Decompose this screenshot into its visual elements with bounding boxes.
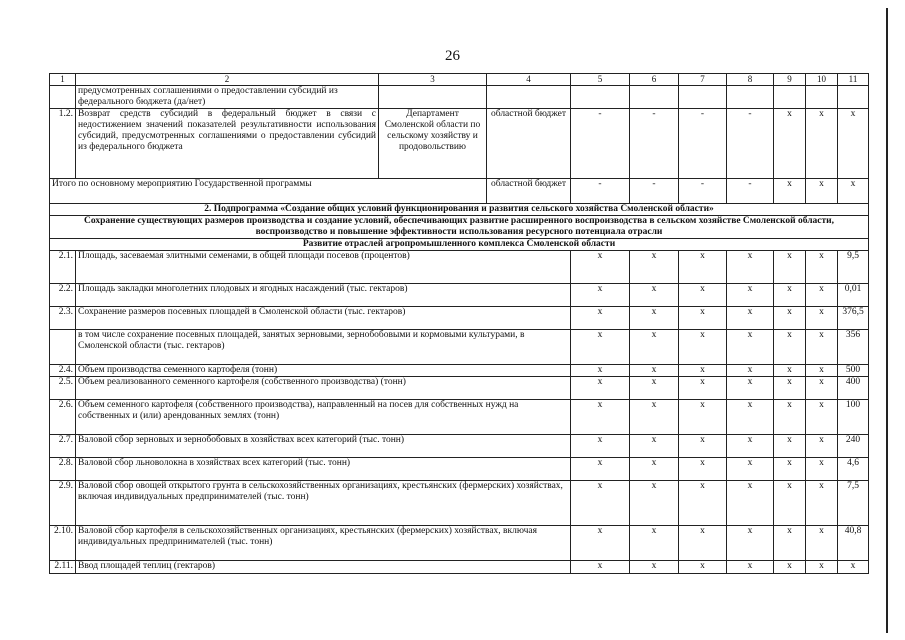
row-value: x xyxy=(630,330,679,365)
row-value: x xyxy=(571,377,630,400)
row-value: x xyxy=(774,435,806,458)
row-value: x xyxy=(774,365,806,377)
row-value: x xyxy=(806,377,838,400)
row-text: Валовой сбор картофеля в сельскохозяйственных организациях, крестьянских (фермерских) хозяйствах, включая индивидуальных предпринимателей (тыс. тонн) xyxy=(76,526,571,561)
row-value: 240 xyxy=(838,435,869,458)
page-edge-line xyxy=(886,8,888,633)
row-value: x xyxy=(679,377,727,400)
subprogram-title: 2. Подпрограмма «Создание общих условий функционирования и развития сельского хозяйства Смоленской области» xyxy=(50,204,869,216)
row-value: x xyxy=(774,109,806,179)
header-col-5: 5 xyxy=(571,74,630,86)
row-value: x xyxy=(727,307,774,330)
header-col-3: 3 xyxy=(379,74,487,86)
row-number: 2.8. xyxy=(50,458,76,481)
row-value: x xyxy=(727,435,774,458)
row-value: x xyxy=(838,561,869,574)
row-value: x xyxy=(774,561,806,574)
row-number xyxy=(50,330,76,365)
row-value: - xyxy=(571,109,630,179)
header-col-7: 7 xyxy=(679,74,727,86)
indicator-rows xyxy=(50,251,869,574)
table-row-1-2 xyxy=(50,109,869,179)
row-text: Площадь, засеваемая элитными семенами, в общей площади посевов (процентов) xyxy=(76,251,571,284)
row-value: x xyxy=(679,251,727,284)
row-value: x xyxy=(727,400,774,435)
row-value: 400 xyxy=(838,377,869,400)
row-value: x xyxy=(806,400,838,435)
row-value: x xyxy=(806,365,838,377)
total-value: - xyxy=(727,179,774,204)
table-row xyxy=(50,365,869,377)
row-value: x xyxy=(679,400,727,435)
continuation-text: предусмотренных соглашениями о предоставлении субсидий из федерального бюджета (да/нет) xyxy=(76,86,379,109)
row-value: x xyxy=(774,481,806,526)
row-value: x xyxy=(774,526,806,561)
total-value: - xyxy=(571,179,630,204)
row-value: x xyxy=(806,561,838,574)
row-text: Сохранение размеров посевных площадей в Смоленской области (тыс. гектаров) xyxy=(76,307,571,330)
row-value: x xyxy=(679,481,727,526)
row-value: x xyxy=(774,400,806,435)
table-row xyxy=(50,526,869,561)
row-text: в том числе сохранение посевных площадей, занятых зерновыми, зернобобовыми и кормовыми культурами, в Смоленской области (тыс. гектаров) xyxy=(76,330,571,365)
row-value: x xyxy=(774,458,806,481)
row-value: x xyxy=(679,435,727,458)
row-number: 2.5. xyxy=(50,377,76,400)
row-value: x xyxy=(571,526,630,561)
row-value: x xyxy=(571,481,630,526)
row-value: x xyxy=(806,435,838,458)
section-title: Развитие отраслей агропромышленного комплекса Смоленской области xyxy=(50,239,869,251)
row-value: x xyxy=(571,284,630,307)
row-value: x xyxy=(727,365,774,377)
row-value: x xyxy=(727,481,774,526)
row-value: x xyxy=(571,400,630,435)
row-value: x xyxy=(679,284,727,307)
row-text: Объем семенного картофеля (собственного производства), направленный на посев для собственных нужд на собственных и (или) арендованных землях (тонн) xyxy=(76,400,571,435)
row-value: 500 xyxy=(838,365,869,377)
row-value: x xyxy=(679,561,727,574)
row-value: x xyxy=(774,307,806,330)
row-text: Валовой сбор льноволокна в хозяйствах всех категорий (тыс. тонн) xyxy=(76,458,571,481)
row-number: 2.3. xyxy=(50,307,76,330)
row-number: 2.9. xyxy=(50,481,76,526)
subprogram-row xyxy=(50,204,869,216)
table-row xyxy=(50,284,869,307)
row-value: x xyxy=(571,307,630,330)
row-number: 2.7. xyxy=(50,435,76,458)
row-number: 2.6. xyxy=(50,400,76,435)
row-value: x xyxy=(727,526,774,561)
row-value: x xyxy=(679,330,727,365)
row-number: 2.4. xyxy=(50,365,76,377)
row-number: 2.10. xyxy=(50,526,76,561)
goal-title: Сохранение существующих размеров производства и создание условий, обеспечивающих развитие расширенного воспроизводства в сельском хозяйстве Смоленской области, воспроизводство и повышение эффективности использования ресурсного потенциала отрасли xyxy=(50,216,869,239)
section-row xyxy=(50,239,869,251)
total-row xyxy=(50,179,869,204)
row-text: Валовой сбор зерновых и зернобобовых в хозяйствах всех категорий (тыс. тонн) xyxy=(76,435,571,458)
table-row xyxy=(50,377,869,400)
header-row xyxy=(50,74,869,86)
row-number: 1.2. xyxy=(50,109,76,179)
indicators-table xyxy=(49,73,869,574)
row-source: областной бюджет xyxy=(487,109,571,179)
row-value: x xyxy=(630,377,679,400)
row-value: x xyxy=(838,109,869,179)
continuation-num xyxy=(50,86,76,109)
continuation-row xyxy=(50,86,869,109)
row-value: x xyxy=(806,526,838,561)
row-value: 0,01 xyxy=(838,284,869,307)
row-number: 2.1. xyxy=(50,251,76,284)
total-text: Итого по основному мероприятию Государственной программы xyxy=(50,179,487,204)
total-value: x xyxy=(838,179,869,204)
total-value: x xyxy=(806,179,838,204)
row-value: x xyxy=(774,251,806,284)
header-col-9: 9 xyxy=(774,74,806,86)
table-row xyxy=(50,307,869,330)
header-col-6: 6 xyxy=(630,74,679,86)
row-value: x xyxy=(727,330,774,365)
row-value: x xyxy=(630,561,679,574)
row-value: x xyxy=(806,251,838,284)
row-value: x xyxy=(806,284,838,307)
row-value: x xyxy=(630,526,679,561)
row-value: - xyxy=(679,109,727,179)
row-value: x xyxy=(806,481,838,526)
row-value: x xyxy=(571,251,630,284)
row-value: 376,5 xyxy=(838,307,869,330)
row-value: - xyxy=(630,109,679,179)
row-value: x xyxy=(774,284,806,307)
row-text: Возврат средств субсидий в федеральный бюджет в связи с недостижением значений показателей результативности использования субсидий, предусмотренных соглашениями о предоставлении субсидий из федерального бюджета xyxy=(76,109,379,179)
row-value: 9,5 xyxy=(838,251,869,284)
table-row xyxy=(50,330,869,365)
row-value: 7,5 xyxy=(838,481,869,526)
row-value: x xyxy=(727,284,774,307)
row-value: x xyxy=(571,458,630,481)
row-text: Объем реализованного семенного картофеля (собственного производства) (тонн) xyxy=(76,377,571,400)
table-row xyxy=(50,251,869,284)
row-value: x xyxy=(774,330,806,365)
header-col-8: 8 xyxy=(727,74,774,86)
row-value: x xyxy=(630,251,679,284)
table-row xyxy=(50,435,869,458)
row-number: 2.11. xyxy=(50,561,76,574)
header-col-2: 2 xyxy=(76,74,379,86)
row-value: x xyxy=(630,481,679,526)
row-value: x xyxy=(571,435,630,458)
header-col-1: 1 xyxy=(50,74,76,86)
row-value: x xyxy=(806,307,838,330)
row-value: x xyxy=(727,377,774,400)
row-value: x xyxy=(630,400,679,435)
row-value: 100 xyxy=(838,400,869,435)
row-number: 2.2. xyxy=(50,284,76,307)
row-value: x xyxy=(679,458,727,481)
row-text: Ввод площадей теплиц (гектаров) xyxy=(76,561,571,574)
row-value: 4,6 xyxy=(838,458,869,481)
row-text: Валовой сбор овощей открытого грунта в сельскохозяйственных организациях, крестьянских (фермерских) хозяйствах, включая индивидуальных предпринимателей (тыс. тонн) xyxy=(76,481,571,526)
row-value: x xyxy=(679,365,727,377)
row-value: x xyxy=(630,435,679,458)
total-value: x xyxy=(774,179,806,204)
table-row xyxy=(50,561,869,574)
row-value: x xyxy=(630,365,679,377)
row-executor: Департамент Смоленской области по сельскому хозяйству и продовольствию xyxy=(379,109,487,179)
header-col-10: 10 xyxy=(806,74,838,86)
row-value: x xyxy=(727,561,774,574)
row-value: x xyxy=(806,330,838,365)
row-text: Площадь закладки многолетних плодовых и ягодных насаждений (тыс. гектаров) xyxy=(76,284,571,307)
header-col-11: 11 xyxy=(838,74,869,86)
row-value: x xyxy=(571,365,630,377)
row-text: Объем производства семенного картофеля (тонн) xyxy=(76,365,571,377)
total-value: - xyxy=(630,179,679,204)
table-row xyxy=(50,400,869,435)
row-value: x xyxy=(630,307,679,330)
row-value: x xyxy=(806,458,838,481)
row-value: 356 xyxy=(838,330,869,365)
row-value: x xyxy=(806,109,838,179)
goal-row xyxy=(50,216,869,239)
row-value: x xyxy=(630,458,679,481)
total-source: областной бюджет xyxy=(487,179,571,204)
table-row xyxy=(50,481,869,526)
row-value: x xyxy=(727,251,774,284)
row-value: x xyxy=(679,526,727,561)
row-value: x xyxy=(727,458,774,481)
table-row xyxy=(50,458,869,481)
row-value: - xyxy=(727,109,774,179)
row-value: 40,8 xyxy=(838,526,869,561)
row-value: x xyxy=(774,377,806,400)
row-value: x xyxy=(571,330,630,365)
row-value: x xyxy=(571,561,630,574)
header-col-4: 4 xyxy=(487,74,571,86)
row-value: x xyxy=(630,284,679,307)
row-value: x xyxy=(679,307,727,330)
page-number: 26 xyxy=(445,48,460,64)
total-value: - xyxy=(679,179,727,204)
